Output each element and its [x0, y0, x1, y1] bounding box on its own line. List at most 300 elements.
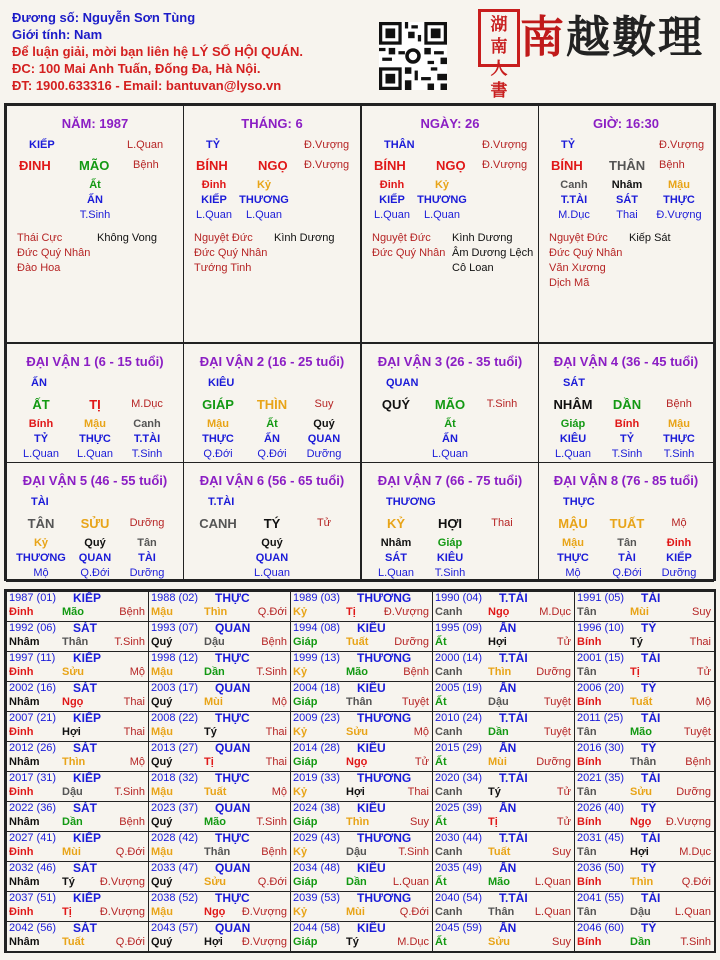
year-label: 2005 (19) — [435, 682, 483, 694]
star: Dịch Mã — [549, 277, 590, 289]
year-label: 2029 (43) — [293, 832, 341, 844]
year-label: 2040 (54) — [435, 892, 483, 904]
red-seal: 湖南人書 — [478, 9, 520, 67]
ten-god: QUAN — [386, 377, 419, 389]
year-stage: Mộ — [413, 726, 429, 738]
hidden-stem: Ất — [266, 418, 278, 430]
hidden-god: T.TÀI — [133, 433, 161, 445]
year-ten-god: THƯƠNG — [357, 711, 412, 725]
year-cell — [432, 591, 575, 622]
earthly-branch: MÃO — [434, 397, 466, 412]
year-label: 2041 (55) — [577, 892, 625, 904]
year-stem: Mậu — [151, 606, 173, 618]
year-label: 2021 (35) — [577, 772, 625, 784]
year-ten-god: ẤN — [499, 621, 517, 635]
year-stage: Tử — [696, 666, 711, 678]
year-stage: Dưỡng — [394, 636, 429, 648]
year-stage: M.Dục — [397, 936, 429, 948]
star: Kình Dương — [274, 232, 335, 244]
logo-char: 數 — [612, 12, 658, 63]
dai-van-0 — [6, 343, 184, 463]
year-branch: Thìn — [488, 666, 512, 678]
year-ten-god: ẤN — [499, 921, 517, 935]
hidden-god: KIẾP — [201, 194, 227, 206]
year-stem: Đinh — [9, 666, 34, 678]
year-label: 1989 (03) — [293, 592, 341, 604]
heavenly-stem: ĐINH — [19, 158, 51, 173]
year-label: 2042 (56) — [9, 922, 57, 934]
year-stage: Q.Đới — [257, 876, 287, 888]
year-label: 2027 (41) — [9, 832, 57, 844]
year-stage: Tử — [556, 636, 571, 648]
dai-van-6 — [361, 462, 539, 582]
year-stage: Q.Đới — [681, 876, 711, 888]
hidden-stage: Dưỡng — [661, 567, 697, 579]
year-cell — [148, 801, 291, 832]
year-stage: Thai — [123, 696, 145, 708]
year-label: 2035 (49) — [435, 862, 483, 874]
year-stage: Thai — [689, 636, 711, 648]
year-stage: L.Quan — [534, 876, 571, 888]
year-cell — [574, 891, 715, 922]
year-ten-god: THƯƠNG — [357, 891, 412, 905]
earthly-branch: TỊ — [89, 397, 101, 412]
pillar-3 — [538, 105, 714, 343]
year-branch: Mão — [62, 606, 84, 618]
year-stem: Kỷ — [293, 666, 308, 678]
year-stem: Tân — [577, 666, 597, 678]
year-label: 1988 (02) — [151, 592, 199, 604]
year-stage: L.Quan — [392, 876, 429, 888]
year-branch: Tị — [62, 906, 72, 918]
year-stage: M.Dục — [539, 606, 571, 618]
year-stem: Bính — [577, 816, 602, 828]
year-stage: Dưỡng — [536, 666, 571, 678]
year-stem: Tân — [577, 606, 597, 618]
year-ten-god: TÀI — [641, 891, 661, 905]
hidden-stage: Đ.Vượng — [656, 209, 702, 221]
year-cell — [574, 831, 715, 862]
year-branch: Sửu — [488, 936, 511, 948]
life-stage: Bệnh — [133, 159, 159, 171]
year-cell — [432, 771, 575, 802]
year-cell — [6, 681, 149, 712]
hidden-god: TỶ — [33, 433, 49, 445]
year-stage: Q.Đới — [257, 606, 287, 618]
hidden-stage: M.Dục — [558, 209, 590, 221]
star: Âm Dương Lệch — [452, 247, 534, 259]
year-stage: Suy — [552, 846, 571, 858]
heavenly-stem: TÂN — [27, 516, 55, 531]
year-cell — [432, 711, 575, 742]
year-stem: Kỷ — [293, 726, 308, 738]
ten-god-state: L.Quan — [127, 139, 164, 151]
hidden-god: THƯƠNG — [16, 552, 66, 564]
year-stage: T.Sinh — [680, 936, 711, 948]
year-label: 1999 (13) — [293, 652, 341, 664]
year-cell — [148, 861, 291, 892]
year-branch: Thân — [630, 756, 657, 768]
year-branch: Mùi — [204, 696, 223, 708]
year-label: 2020 (34) — [435, 772, 483, 784]
year-stem: Mậu — [151, 666, 173, 678]
year-ten-god: SÁT — [73, 801, 97, 815]
ten-god: SÁT — [563, 377, 585, 389]
year-cell — [290, 801, 433, 832]
year-stem: Đinh — [9, 606, 34, 618]
hidden-god: ẤN — [442, 433, 458, 445]
year-stem: Bính — [577, 756, 602, 768]
year-branch: Thìn — [346, 816, 370, 828]
year-label: 2015 (29) — [435, 742, 483, 754]
year-ten-god: SÁT — [73, 741, 97, 755]
hidden-stage: T.Sinh — [663, 448, 695, 460]
year-branch: Tuất — [346, 636, 369, 648]
year-stage: Đ.Vượng — [99, 906, 145, 918]
hidden-stage: L.Quan — [554, 448, 592, 460]
year-stage: Thai — [407, 786, 429, 798]
heavenly-stem: BÍNH — [551, 158, 583, 173]
year-branch: Thìn — [630, 876, 654, 888]
year-label: 1996 (10) — [577, 622, 625, 634]
hidden-stem: Bính — [28, 418, 54, 430]
hidden-god: THƯƠNG — [239, 194, 289, 206]
heavenly-stem: BÍNH — [374, 158, 406, 173]
year-stage: Tuyệt — [683, 726, 711, 738]
year-ten-god: KIÊU — [357, 921, 386, 935]
hidden-stem: Quý — [313, 418, 335, 430]
year-branch: Hợi — [488, 636, 507, 648]
heavenly-stem: ẤT — [32, 397, 50, 412]
year-ten-god: KIẾP — [73, 831, 102, 845]
label-name: Đương số: — [12, 10, 83, 25]
year-ten-god: ẤN — [499, 861, 517, 875]
star: Đức Quý Nhân — [549, 247, 623, 259]
year-cell — [148, 681, 291, 712]
year-branch: Tuất — [630, 696, 653, 708]
year-stem: Tân — [577, 786, 597, 798]
year-label: 2006 (20) — [577, 682, 625, 694]
year-stage: Bệnh — [119, 816, 145, 828]
year-branch: Ngọ — [488, 606, 510, 618]
header-info — [12, 9, 303, 94]
year-branch: Thân — [204, 846, 231, 858]
hidden-stage: L.Quan — [377, 567, 415, 579]
year-label: 2007 (21) — [9, 712, 57, 724]
year-cell — [148, 741, 291, 772]
ten-god: TỶ — [561, 139, 576, 151]
year-stem: Ất — [435, 876, 447, 888]
life-stage: Dưỡng — [129, 517, 165, 529]
life-stage: Suy — [314, 398, 334, 410]
ten-god-state: Đ.Vượng — [304, 139, 350, 151]
year-cell — [432, 861, 575, 892]
year-ten-god: THƯƠNG — [357, 831, 412, 845]
hidden-stage: L.Quan — [245, 209, 283, 221]
year-stem: Mậu — [151, 726, 173, 738]
ten-god: THƯƠNG — [386, 496, 436, 508]
year-branch: Tý — [204, 726, 217, 738]
year-stage: Đ.Vượng — [99, 876, 145, 888]
year-ten-god: THỰC — [215, 771, 250, 785]
pillar-title: NĂM: 1987 — [61, 116, 129, 131]
year-stage: Đ.Vượng — [383, 606, 429, 618]
year-branch: Tị — [346, 606, 356, 618]
year-stage: Q.Đới — [115, 936, 145, 948]
chart-grid — [4, 103, 716, 581]
year-stage: Đ.Vượng — [241, 936, 287, 948]
year-stem: Nhâm — [9, 876, 40, 888]
year-ten-god: THỰC — [215, 591, 250, 605]
year-cell — [574, 921, 715, 952]
year-cell — [6, 711, 149, 742]
year-cell — [6, 891, 149, 922]
year-stem: Quý — [151, 876, 173, 888]
year-branch: Ngọ — [204, 906, 226, 918]
pillar-title: NGÀY: 26 — [420, 116, 480, 131]
dai-van-title: ĐẠI VẬN 2 (16 - 25 tuổi) — [199, 354, 345, 369]
year-cell — [6, 921, 149, 952]
life-stage: Đ.Vượng — [482, 159, 528, 171]
year-cell — [148, 711, 291, 742]
pillar-title: THÁNG: 6 — [241, 116, 303, 131]
life-stage: Bệnh — [666, 398, 692, 410]
hidden-stem: Bính — [614, 418, 640, 430]
year-ten-god: KIẾP — [73, 591, 102, 605]
year-branch: Hợi — [630, 846, 649, 858]
year-cell — [574, 741, 715, 772]
hidden-god: T.TÀI — [560, 194, 588, 206]
year-ten-god: QUAN — [215, 681, 251, 695]
hidden-stem: Đinh — [379, 179, 405, 191]
earthly-branch: DẦN — [612, 397, 642, 412]
year-cell — [432, 801, 575, 832]
year-stem: Nhâm — [9, 816, 40, 828]
year-label: 2009 (23) — [293, 712, 341, 724]
year-ten-god: T.TÀI — [499, 651, 528, 665]
year-branch: Dậu — [488, 696, 509, 708]
year-ten-god: T.TÀI — [499, 711, 528, 725]
year-stage: Tuyệt — [543, 696, 571, 708]
pillar-1 — [183, 105, 361, 343]
year-cell — [574, 861, 715, 892]
hidden-god: KIẾP — [379, 194, 405, 206]
year-cell — [290, 711, 433, 742]
year-cell — [574, 771, 715, 802]
year-branch: Hợi — [346, 786, 365, 798]
year-cell — [574, 651, 715, 682]
year-branch: Mão — [346, 666, 368, 678]
hidden-stage: T.Sinh — [434, 567, 466, 579]
hidden-god: SÁT — [385, 552, 407, 564]
year-label: 1992 (06) — [9, 622, 57, 634]
hidden-stage: L.Quan — [195, 209, 233, 221]
year-label: 2019 (33) — [293, 772, 341, 784]
year-stage: Bệnh — [119, 606, 145, 618]
year-stage: Bệnh — [261, 846, 287, 858]
year-ten-god: T.TÀI — [499, 591, 528, 605]
hidden-stage: L.Quan — [373, 209, 411, 221]
ten-god-state: Đ.Vượng — [482, 139, 528, 151]
dai-van-title: ĐẠI VẬN 8 (76 - 85 tuổi) — [553, 473, 699, 488]
hidden-stem: Kỷ — [434, 179, 450, 191]
earthly-branch: SỬU — [80, 516, 110, 531]
hidden-stem: Giáp — [560, 418, 586, 430]
year-label: 1997 (11) — [9, 652, 56, 664]
year-branch: Thìn — [62, 756, 86, 768]
year-stem: Đinh — [9, 846, 34, 858]
year-branch: Sửu — [62, 666, 85, 678]
earthly-branch: NGỌ — [258, 158, 288, 173]
year-stage: Đ.Vượng — [241, 906, 287, 918]
year-ten-god: KIẾP — [73, 711, 102, 725]
year-label: 2033 (47) — [151, 862, 199, 874]
year-branch: Tuất — [62, 936, 85, 948]
year-cell — [148, 831, 291, 862]
year-ten-god: THƯƠNG — [357, 591, 412, 605]
year-ten-god: KIẾP — [73, 651, 102, 665]
year-cell — [432, 621, 575, 652]
year-label: 2024 (38) — [293, 802, 341, 814]
year-branch: Dậu — [62, 786, 83, 798]
year-stem: Bính — [577, 936, 602, 948]
logo — [478, 8, 704, 101]
year-branch: Thìn — [204, 606, 228, 618]
year-stage: Dưỡng — [676, 786, 711, 798]
hidden-god: ẤN — [264, 433, 280, 445]
year-label: 2013 (27) — [151, 742, 199, 754]
year-stem: Quý — [151, 696, 173, 708]
year-stem: Giáp — [293, 936, 318, 948]
year-stage: Q.Đới — [399, 906, 429, 918]
year-stem: Canh — [435, 786, 463, 798]
year-label: 2032 (46) — [9, 862, 57, 874]
year-branch: Dần — [346, 876, 367, 888]
year-cell — [148, 921, 291, 952]
year-ten-god: TÀI — [641, 831, 661, 845]
year-cell — [6, 591, 149, 622]
hidden-stem: Đinh — [666, 537, 692, 549]
year-stage: Suy — [552, 936, 571, 948]
year-stem: Quý — [151, 636, 173, 648]
year-cell — [290, 771, 433, 802]
year-stage: Tuyệt — [543, 726, 571, 738]
life-stage: Thai — [491, 517, 513, 529]
year-ten-god: TÀI — [641, 591, 661, 605]
year-stem: Kỷ — [293, 786, 308, 798]
year-stage: Thai — [265, 756, 287, 768]
hidden-stage: L.Quan — [22, 448, 60, 460]
year-cell — [432, 921, 575, 952]
year-ten-god: THỰC — [215, 651, 250, 665]
life-stage: Bệnh — [659, 159, 685, 171]
year-ten-god: QUAN — [215, 861, 251, 875]
year-label: 1995 (09) — [435, 622, 483, 634]
year-label: 2031 (45) — [577, 832, 625, 844]
hidden-god: THỰC — [202, 433, 234, 445]
heavenly-stem: BÍNH — [196, 158, 228, 173]
year-label: 1991 (05) — [577, 592, 625, 604]
ten-god-state: Đ.Vượng — [659, 139, 705, 151]
hidden-stage: L.Quan — [76, 448, 114, 460]
star: Không Vong — [97, 232, 157, 244]
hidden-stem: Tân — [617, 537, 637, 549]
star: Văn Xương — [549, 262, 606, 274]
hidden-stage: Q.Đới — [612, 567, 642, 579]
year-stage: Bệnh — [685, 756, 711, 768]
year-ten-god: KIÊU — [357, 681, 386, 695]
year-label: 2003 (17) — [151, 682, 199, 694]
year-branch: Sửu — [204, 876, 227, 888]
year-stage: Tử — [414, 756, 429, 768]
year-ten-god: TỶ — [641, 681, 657, 695]
year-label: 2026 (40) — [577, 802, 625, 814]
year-stem: Giáp — [293, 756, 318, 768]
year-stem: Giáp — [293, 696, 318, 708]
year-ten-god: ẤN — [499, 741, 517, 755]
year-stem: Giáp — [293, 816, 318, 828]
year-cell — [432, 831, 575, 862]
hidden-stem: Nhâm — [611, 179, 643, 191]
pillar-title: GIỜ: 16:30 — [592, 116, 659, 131]
year-cell — [574, 801, 715, 832]
earthly-branch: NGỌ — [436, 158, 466, 173]
year-label: 2022 (36) — [9, 802, 57, 814]
ten-god: T.TÀI — [208, 496, 235, 508]
year-label: 2001 (15) — [577, 652, 625, 664]
star: Tướng Tinh — [194, 262, 252, 274]
year-cell — [290, 621, 433, 652]
life-stage: M.Dục — [131, 398, 163, 410]
year-branch: Mão — [204, 816, 226, 828]
ten-god: THỰC — [563, 496, 595, 508]
hidden-stage: Dưỡng — [129, 567, 165, 579]
hidden-stem: Mậu — [207, 418, 229, 430]
year-stage: Thai — [265, 726, 287, 738]
year-stage: Suy — [692, 606, 711, 618]
year-ten-god: THƯƠNG — [357, 651, 412, 665]
earthly-branch: THÂN — [609, 158, 646, 173]
year-branch: Tý — [62, 876, 75, 888]
year-ten-god: SÁT — [73, 861, 97, 875]
year-stem: Ất — [435, 936, 447, 948]
annual-table — [4, 589, 716, 953]
dai-van-title: ĐẠI VẬN 3 (26 - 35 tuổi) — [377, 354, 523, 369]
year-stem: Kỷ — [293, 606, 308, 618]
year-branch: Tý — [488, 786, 501, 798]
year-label: 2039 (53) — [293, 892, 341, 904]
year-cell — [6, 771, 149, 802]
year-stem: Mậu — [151, 906, 173, 918]
year-cell — [574, 621, 715, 652]
year-ten-god: T.TÀI — [499, 891, 528, 905]
year-ten-god: TÀI — [641, 771, 661, 785]
year-label: 2018 (32) — [151, 772, 199, 784]
year-cell — [574, 681, 715, 712]
star: Đào Hoa — [17, 262, 61, 274]
year-cell — [148, 591, 291, 622]
year-label: 2025 (39) — [435, 802, 483, 814]
logo-char: 南 — [520, 12, 566, 63]
year-stage: Mộ — [129, 666, 145, 678]
year-branch: Tuất — [488, 846, 511, 858]
year-stem: Đinh — [9, 906, 34, 918]
year-branch: Ngọ — [630, 816, 652, 828]
year-stem: Giáp — [293, 876, 318, 888]
pillar-0 — [6, 105, 184, 343]
year-branch: Sửu — [630, 786, 653, 798]
year-stem: Bính — [577, 876, 602, 888]
